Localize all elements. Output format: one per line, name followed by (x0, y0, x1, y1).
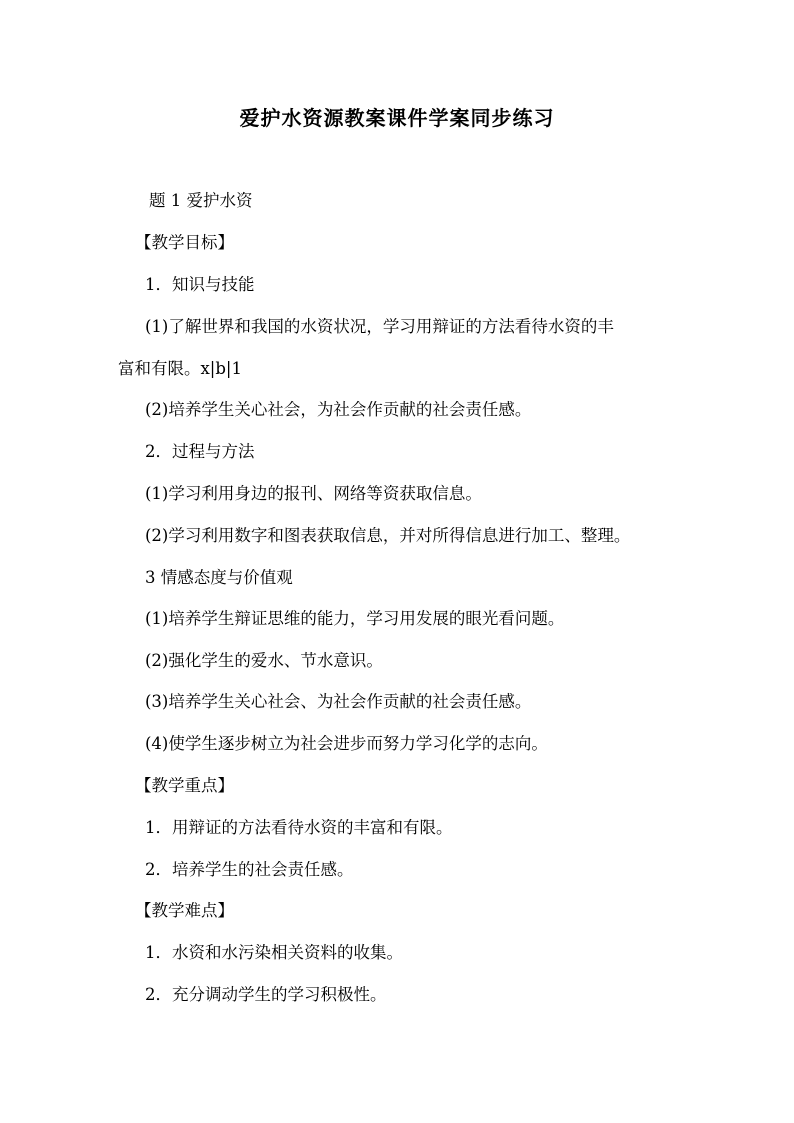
text-line: 2．过程与方法 (145, 442, 255, 461)
text-line: 1．水资和水污染相关资料的收集。 (145, 943, 403, 962)
text-line: (2)学习利用数字和图表获取信息，并对所得信息进行加工、整理。 (145, 526, 631, 545)
text-line: 1．用辩证的方法看待水资的丰富和有限。 (145, 818, 453, 837)
text-line: (1)了解世界和我国的水资状况，学习用辩证的方法看待水资的丰 (145, 317, 614, 336)
section-heading-objectives: 【教学目标】 (135, 233, 234, 252)
document-title: 爱护水资源教案课件学案同步练习 (239, 106, 555, 130)
text-line: (4)使学生逐步树立为社会进步而努力学习化学的志向。 (145, 734, 548, 753)
text-line: 2．培养学生的社会责任感。 (145, 860, 354, 879)
text-line: 3 情感态度与价值观 (145, 568, 293, 587)
text-line: 富和有限。x|b|1 (118, 359, 242, 378)
text-line-topic: 题 1 爱护水资 (149, 191, 253, 210)
text-line: (2)强化学生的爱水、节水意识。 (145, 651, 383, 670)
text-line: (1)学习利用身边的报刊、网络等资获取信息。 (145, 484, 482, 503)
text-line: (2)培养学生关心社会，为社会作贡献的社会责任感。 (145, 400, 532, 419)
section-heading-difficulties: 【教学难点】 (135, 901, 234, 920)
text-line: 1．知识与技能 (145, 275, 255, 294)
text-line: (1)培养学生辩证思维的能力，学习用发展的眼光看问题。 (145, 609, 565, 628)
text-line: 2．充分调动学生的学习积极性。 (145, 985, 387, 1004)
text-line: (3)培养学生关心社会、为社会作贡献的社会责任感。 (145, 692, 532, 711)
section-heading-key-points: 【教学重点】 (135, 776, 234, 795)
